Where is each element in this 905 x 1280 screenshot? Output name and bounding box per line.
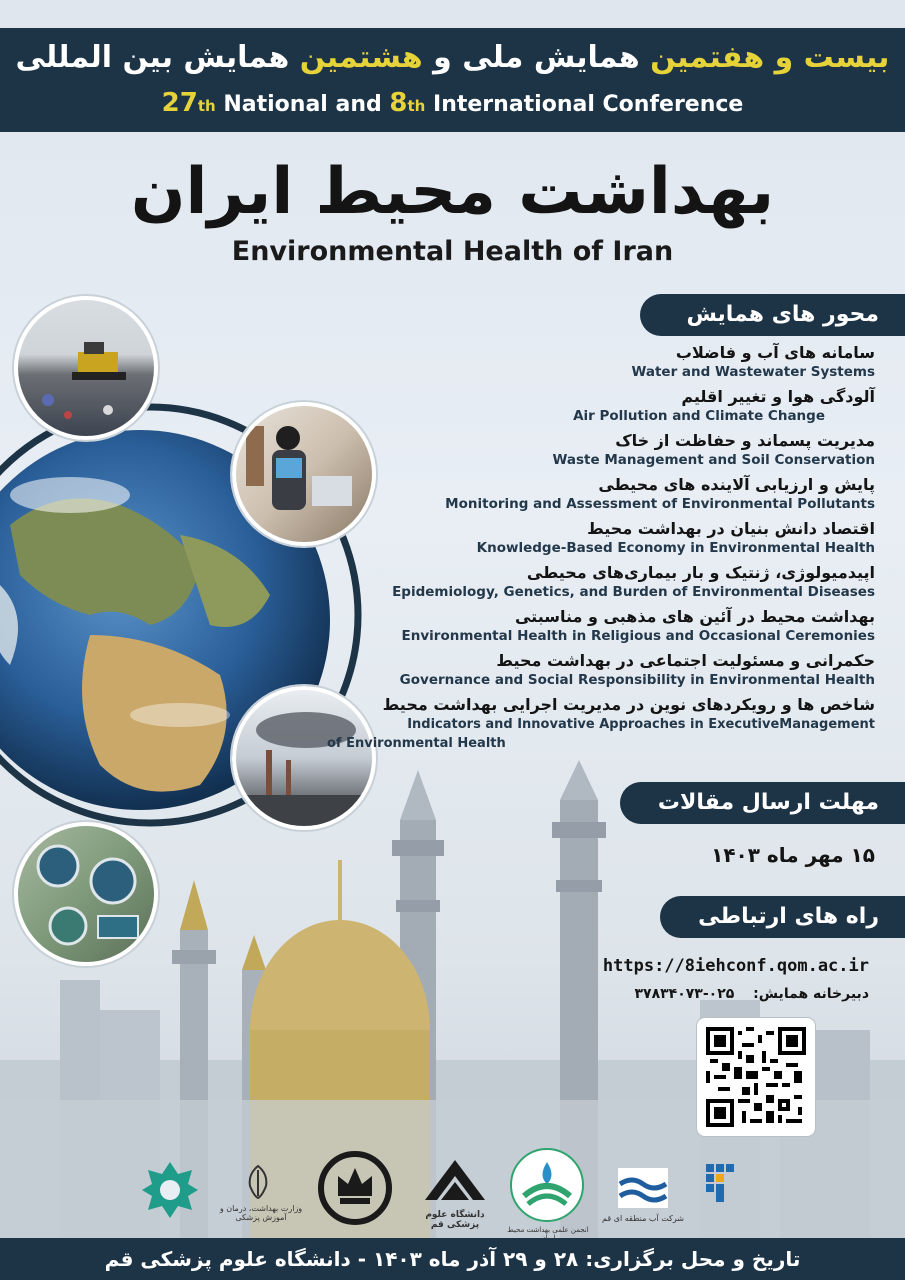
deadline-heading: مهلت ارسال مقالات xyxy=(620,782,905,824)
topic-item xyxy=(335,650,875,690)
national-label: National and xyxy=(215,92,390,117)
topic-en: Environmental Health in Religious and Occasional Ceremonies xyxy=(401,628,875,644)
topic-en: Water and Wastewater Systems xyxy=(631,364,875,380)
website-link[interactable]: https://8iehconf.qom.ac.ir xyxy=(602,956,869,976)
association-caption: انجمن علمی بهداشت محیط xyxy=(507,1226,589,1234)
conference-edition-fa xyxy=(0,40,905,75)
topic-fa: اقتصاد دانش بنیان در بهداشت محیط xyxy=(587,519,875,538)
national-conf-fa: همایش ملی و xyxy=(422,40,651,75)
topic-en: Air Pollution and Climate Change xyxy=(573,408,825,424)
topic-en: Monitoring and Assessment of Environmental Pollutants xyxy=(445,496,875,512)
deadline-date: ۱۵ مهر ماه ۱۴۰۳ xyxy=(711,843,875,867)
topic-fa: حکمرانی و مسئولیت اجتماعی در بهداشت محیط xyxy=(496,651,875,670)
topic-fa: مدیریت پسماند و حفاظت از خاک xyxy=(615,431,875,450)
topic-item xyxy=(335,386,875,426)
sponsor-logos xyxy=(120,1140,770,1236)
topic-item xyxy=(335,562,875,602)
topics-list xyxy=(327,342,875,757)
iran-emblem-logo xyxy=(238,1162,278,1202)
international-label: International Conference xyxy=(425,92,744,117)
main-title-fa: بهداشت محیط ایران xyxy=(130,155,775,229)
event-date-venue: تاریخ و محل برگزاری: ۲۸ و ۲۹ آذر ماه ۱۴۰۳ - دانشگاه علوم پزشکی قم xyxy=(104,1247,801,1271)
topic-en: Governance and Social Responsibility in Environmental Health xyxy=(399,672,875,688)
science-park-logo xyxy=(700,1160,740,1210)
health-ministry-star-logo xyxy=(140,1160,200,1220)
qr-code-pattern xyxy=(706,1027,806,1127)
edition-27-num: 27 xyxy=(161,88,198,118)
topic-fa: سامانه های آب و فاضلاب xyxy=(675,343,875,362)
topic-item xyxy=(335,606,875,646)
topic-en: Waste Management and Soil Conservation xyxy=(552,452,875,468)
ministry-caption: وزارت بهداشت، درمان و آموزش پزشکی xyxy=(219,1204,303,1222)
topic-fa: آلودگی هوا و تغییر اقلیم xyxy=(681,387,875,406)
edition-8-fa: هشتمین xyxy=(299,40,423,75)
wastewater-plant-photo xyxy=(14,822,158,966)
edition-8-num: 8 xyxy=(389,88,408,118)
topic-en: Knowledge-Based Economy in Environmental Health xyxy=(476,540,875,556)
topic-fa: پایش و ارزیابی آلاینده های محیطی xyxy=(598,475,875,494)
topic-item xyxy=(335,474,875,514)
secretariat-label: دبیرخانه همایش: xyxy=(753,986,869,1002)
topic-item xyxy=(335,518,875,558)
bulldozer-icon xyxy=(18,300,154,436)
qr-code[interactable] xyxy=(697,1018,815,1136)
international-conf-fa: همایش بین المللی xyxy=(15,40,300,75)
university-caption: دانشگاه علوم پزشکی قم xyxy=(425,1210,485,1230)
topic-en: Indicators and Innovative Approaches in ExecutiveManagement xyxy=(407,717,875,732)
topic-fa: بهداشت محیط در آئین های مذهبی و مناسبتی xyxy=(514,607,875,626)
edition-27-suffix: th xyxy=(197,97,216,115)
topic-en-continued: of Environmental Health xyxy=(327,736,506,751)
treatment-tank-icon xyxy=(18,826,154,962)
medical-sciences-logo xyxy=(415,1150,495,1210)
topic-item xyxy=(327,694,875,753)
topic-en: Epidemiology, Genetics, and Burden of Environmental Diseases xyxy=(392,584,875,600)
topic-fa: اپیدمیولوژی، ژنتیک و بار بیماری‌های محیطی xyxy=(526,563,875,582)
topic-item xyxy=(335,430,875,470)
topics-heading: محور های همایش xyxy=(640,294,905,336)
edition-8-suffix: th xyxy=(407,97,426,115)
contact-heading: راه های ارتباطی xyxy=(660,896,905,938)
landfill-photo xyxy=(14,296,158,440)
topic-item xyxy=(335,342,875,382)
secretariat-line xyxy=(634,986,869,1002)
environmental-health-association-logo xyxy=(508,1146,586,1224)
regional-water-company-logo xyxy=(616,1158,670,1212)
topic-fa: شاخص ها و رویکردهای نوین در مدیریت اجرایی بهداشت محیط xyxy=(382,695,875,714)
main-title-en: Environmental Health of Iran xyxy=(231,236,674,267)
edition-27-fa: بیست و هفتمین xyxy=(650,40,890,75)
qom-university-logo xyxy=(310,1146,400,1226)
conference-edition-en xyxy=(0,88,905,118)
secretariat-phone[interactable]: ۰۲۵-۳۷۸۳۴۰۷۳ xyxy=(634,986,735,1002)
water-company-caption: شرکت آب منطقه ای قم xyxy=(602,1214,684,1223)
